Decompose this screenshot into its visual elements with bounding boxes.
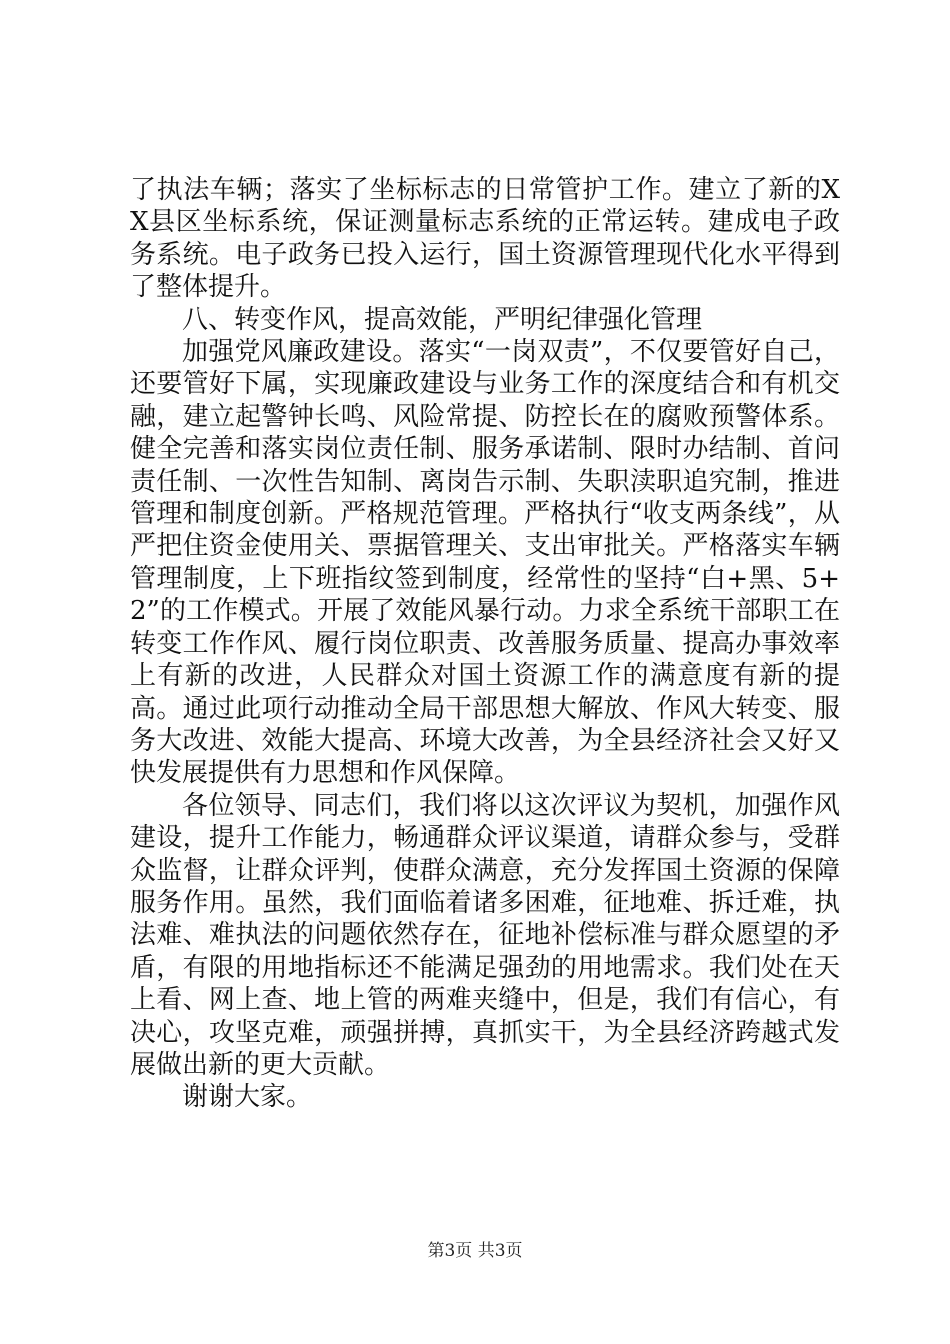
page-footer <box>0 1240 950 1262</box>
paragraph-thanks: 谢谢大家。 <box>182 1082 313 1113</box>
document-body <box>130 174 840 1114</box>
section-heading: 八、转变作风，提高效能，严明纪律强化管理 <box>182 304 703 335</box>
paragraph-continuation: 了执法车辆；落实了坐标标志的日常管护工作。建立了新的XX县区坐标系统，保证测量标志系统的正常运转。建成电子政务系统。电子政务已投入运行，国土资源管理现代化水平得到了整体提升。 <box>130 175 840 303</box>
paragraph-integrity: 加强党风廉政建设。落实“一岗双责”，不仅要管好自己，还要管好下属，实现廉政建设与业务工作的深度结合和有机交融，建立起警钟长鸣、风险常提、防控长在的腐败预警体系。健全完善和落实岗位责任制、服务承诺制、限时办结制、首问责任制、一次性告知制、离岗告示制、失职渎职追究制，推进管理和制度创新。严格规范管理。严格执行“收支两条线”，从严把住资金使用关、票据管理关、支出审批关。严格落实车辆管理制度，上下班指纹签到制度，经常性的坚持“白+黑、5+2”的工作模式。开展了效能风暴行动。力求全系统干部职工在转变工作作风、履行岗位职责、改善服务质量、提高办事效率上有新的改进，人民群众对国土资源工作的满意度有新的提高。通过此项行动推动全局干部思想大解放、作风大转变、服务大改进、效能大提高、环境大改善，为全县经济社会又好又快发展提供有力思想和作风保障。 <box>130 337 840 789</box>
paragraph-closing: 各位领导、同志们，我们将以这次评议为契机，加强作风建设，提升工作能力，畅通群众评议渠道，请群众参与，受群众监督，让群众评判，使群众满意，充分发挥国土资源的保障服务作用。虽然，我们面临着诸多困难，征地难、拆迁难，执法难、难执法的问题依然存在，征地补偿标准与群众愿望的矛盾，有限的用地指标还不能满足强劲的用地需求。我们处在天上看、网上查、地上管的两难夹缝中，但是，我们有信心，有决心，攻坚克难，顽强拼搏，真抓实干，为全县经济跨越式发展做出新的更大贡献。 <box>130 790 840 1080</box>
page-number: 第3页 共3页 <box>427 1241 523 1261</box>
